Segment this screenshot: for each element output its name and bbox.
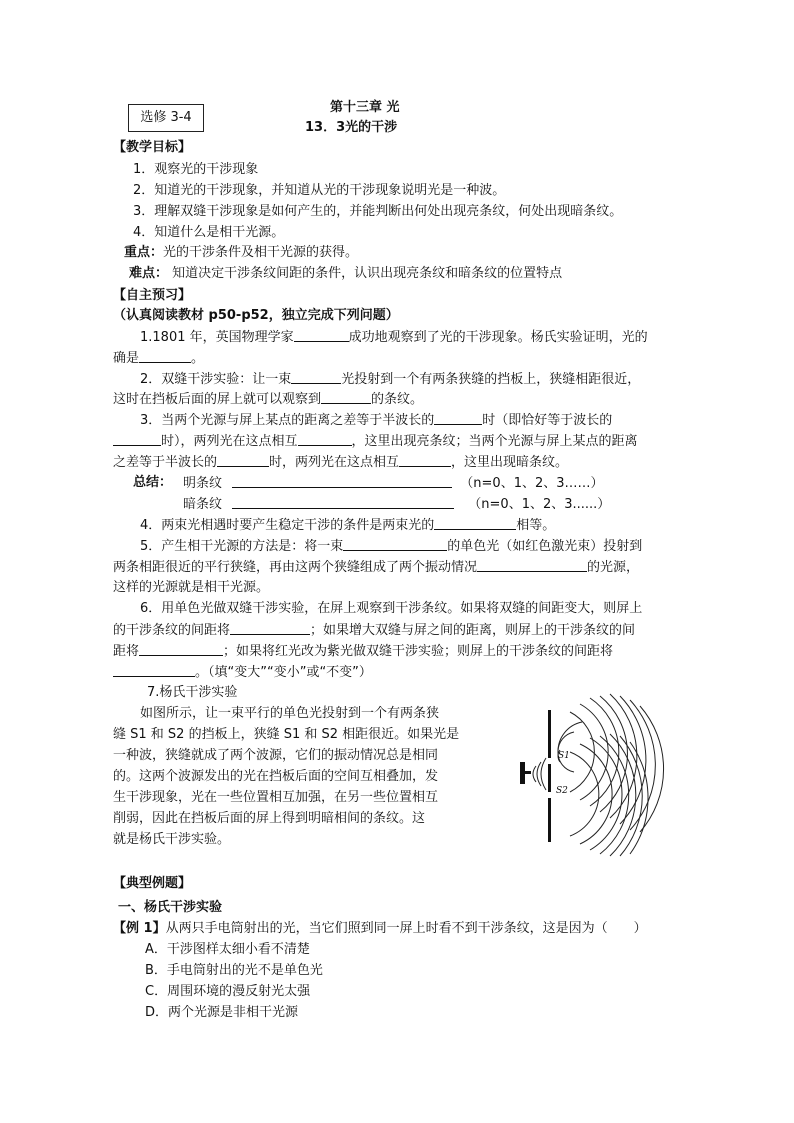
option-d[interactable]: D．两个光源是非相干光源 [145, 1005, 299, 1020]
objectives-heading: 【教学目标】 [113, 140, 192, 155]
q3-text-g: ，这里出现暗条纹。 [451, 455, 569, 470]
q2-text-d: 的条纹。 [371, 392, 424, 407]
q6-blank-1[interactable] [230, 622, 310, 635]
q3-text-a: 3．当两个光源与屏上某点的距离之差等于半波长的 [140, 413, 435, 428]
q3-blank-1[interactable] [434, 412, 482, 425]
preview-instruction: （认真阅读教材 p50-p52，独立完成下列问题） [113, 308, 399, 323]
question-6-line4 [113, 664, 372, 681]
q1-text-a: 1.1801 年，英国物理学家 [140, 330, 294, 345]
q3-blank-2[interactable] [113, 433, 161, 446]
objective-item: 4．知道什么是相干光源。 [133, 225, 285, 240]
question-6-line1: 6．用单色光做双缝干涉实验，在屏上观察到干涉条纹。如果将双缝的间距变大，则屏上 [140, 601, 643, 616]
question-7-title: 7.杨氏干涉实验 [147, 685, 238, 700]
q7-paragraph-line: 就是杨氏干涉实验。 [113, 832, 231, 847]
question-3-line2 [113, 433, 638, 450]
dark-fringe-blank[interactable] [232, 496, 454, 509]
chapter-title: 第十三章 光 [330, 100, 400, 115]
q1-blank-2[interactable] [139, 350, 191, 363]
question-1-line1 [140, 329, 648, 346]
q6-text-f: 。（填“变大”“变小”或“不变”） [195, 665, 372, 680]
summary-label: 总结： [133, 475, 173, 490]
example-1-line [113, 921, 647, 937]
example-1-label: 【例 1】 [113, 921, 166, 936]
dark-fringe-n: （n=0、1、2、3......） [468, 497, 611, 512]
q1-text-d: 。 [191, 351, 205, 366]
question-1-line2 [113, 350, 204, 367]
q2-blank-1[interactable] [291, 371, 341, 384]
bright-fringe-blank[interactable] [232, 475, 452, 488]
q7-paragraph-line: 生干涉现象，光在一些位置相互加强，在另一些位置相互 [113, 790, 439, 805]
q5-blank-2[interactable] [477, 559, 587, 572]
q1-text-b: 成功地观察到了光的干涉现象。杨氏实验证明，光的 [348, 330, 648, 345]
q1-blank-1[interactable] [294, 329, 349, 342]
q3-text-f: 时，两列光在这点相互 [269, 455, 400, 470]
q6-text-d: 距将 [113, 644, 140, 659]
q5-text-d: 的光源， [587, 560, 640, 575]
q3-blank-3[interactable] [298, 433, 352, 446]
q4-text-a: 4．两束光相遇时要产生稳定干涉的条件是两束光的 [140, 518, 435, 533]
bright-fringe-label: 明条纹 [183, 476, 223, 491]
q5-text-a: 5．产生相干光源的方法是：将一束 [140, 539, 344, 554]
slit2-label: S2 [556, 786, 568, 796]
question-3-line1 [140, 412, 612, 429]
dark-fringe-line [183, 496, 610, 513]
q6-text-b: 的干涉条纹的间距将 [113, 623, 231, 638]
objective-item: 2．知道光的干涉现象，并知道从光的干涉现象说明光是一种波。 [133, 183, 506, 198]
example-1-text: 从两只手电筒射出的光，当它们照到同一屏上时看不到干涉条纹，这是因为（ ） [165, 921, 647, 936]
q7-paragraph-line: 的。这两个波源发出的光在挡板后面的空间互相叠加，发 [113, 769, 439, 784]
q2-text-a: 2．双缝干涉实验：让一束 [140, 372, 292, 387]
q2-text-c: 这时在挡板后面的屏上就可以观察到 [113, 392, 322, 407]
q5-blank-1[interactable] [343, 538, 447, 551]
q2-text-b: 光投射到一个有两条狭缝的挡板上，狭缝相距很近， [341, 372, 641, 387]
q7-paragraph-line: 削弱，因此在挡板后面的屏上得到明暗相间的条纹。这 [113, 811, 426, 826]
q3-text-e: 之差等于半波长的 [113, 455, 218, 470]
key-point-label: 重点： [124, 245, 164, 260]
q7-paragraph-line: 缝 S1 和 S2 的挡板上，狭缝 S1 和 S2 相距很近。如果光是 [113, 727, 460, 742]
option-a[interactable]: A．干涉图样太细小看不清楚 [145, 942, 310, 957]
elective-box-label: 选修 3-4 [128, 104, 204, 132]
q1-text-c: 确是 [113, 351, 140, 366]
q6-blank-2[interactable] [139, 643, 223, 656]
q3-text-d: ，这里出现亮条纹；当两个光源与屏上某点的距离 [351, 434, 638, 449]
key-point-text: 光的干涉条件及相干光源的获得。 [163, 245, 359, 260]
objective-item: 3．理解双缝干涉现象是如何产生的，并能判断出何处出现亮条纹，何处出现暗条纹。 [133, 204, 623, 219]
q7-paragraph-line: 一种波，狭缝就成了两个波源，它们的振动情况总是相同 [113, 748, 439, 763]
q5-text-b: 的单色光（如红色激光束）投射到 [447, 539, 643, 554]
key-point-line [124, 245, 358, 261]
objective-item: 1．观察光的干涉现象 [133, 162, 259, 177]
preview-heading: 【自主预习】 [113, 288, 192, 303]
difficulty-text: 知道决定干涉条纹间距的条件，认识出现亮条纹和暗条纹的位置特点 [168, 266, 563, 281]
question-2-line2 [113, 391, 423, 408]
question-5-line2 [113, 559, 639, 576]
option-c[interactable]: C．周围环境的漫反射光太强 [145, 984, 311, 999]
q6-text-c: ；如果增大双缝与屏之间的距离，则屏上的干涉条纹的间 [310, 623, 636, 638]
q2-blank-2[interactable] [321, 391, 371, 404]
bright-fringe-line [183, 475, 604, 492]
difficulty-line [129, 266, 562, 282]
dark-fringe-label: 暗条纹 [183, 497, 223, 512]
question-3-line3 [113, 454, 568, 471]
question-4 [140, 517, 555, 534]
bright-fringe-n: （n=0、1、2、3……） [460, 476, 604, 491]
question-5-line3: 这样的光源就是相干光源。 [113, 580, 270, 595]
q3-text-b: 时（即恰好等于波长的 [482, 413, 613, 428]
question-5-line1 [140, 538, 642, 555]
slit1-label: S1 [558, 751, 570, 761]
q6-text-e: ；如果将红光改为紫光做双缝干涉实验；则屏上的干涉条纹的间距将 [223, 644, 614, 659]
examples-subheading: 一、杨氏干涉实验 [118, 900, 223, 915]
examples-heading: 【典型例题】 [113, 876, 192, 891]
q4-text-b: 相等。 [516, 518, 556, 533]
q7-paragraph-line: 如图所示，让一束平行的单色光投射到一个有两条狭 [140, 706, 440, 721]
q4-blank[interactable] [434, 517, 516, 530]
q3-blank-5[interactable] [399, 454, 451, 467]
q3-text-c: 时），两列光在这点相互 [161, 434, 298, 449]
q3-blank-4[interactable] [217, 454, 269, 467]
question-6-line2 [113, 622, 635, 639]
option-b[interactable]: B．手电筒射出的光不是单色光 [145, 963, 323, 978]
section-title: 13．3光的干涉 [305, 120, 398, 135]
difficulty-label: 难点： [129, 266, 169, 281]
q5-text-c: 两条相距很近的平行狭缝，再由这两个狭缝组成了两个振动情况 [113, 560, 478, 575]
question-2-line1 [140, 371, 640, 388]
question-6-line3 [113, 643, 613, 660]
q6-blank-3[interactable] [113, 664, 195, 677]
double-slit-diagram [510, 692, 678, 860]
